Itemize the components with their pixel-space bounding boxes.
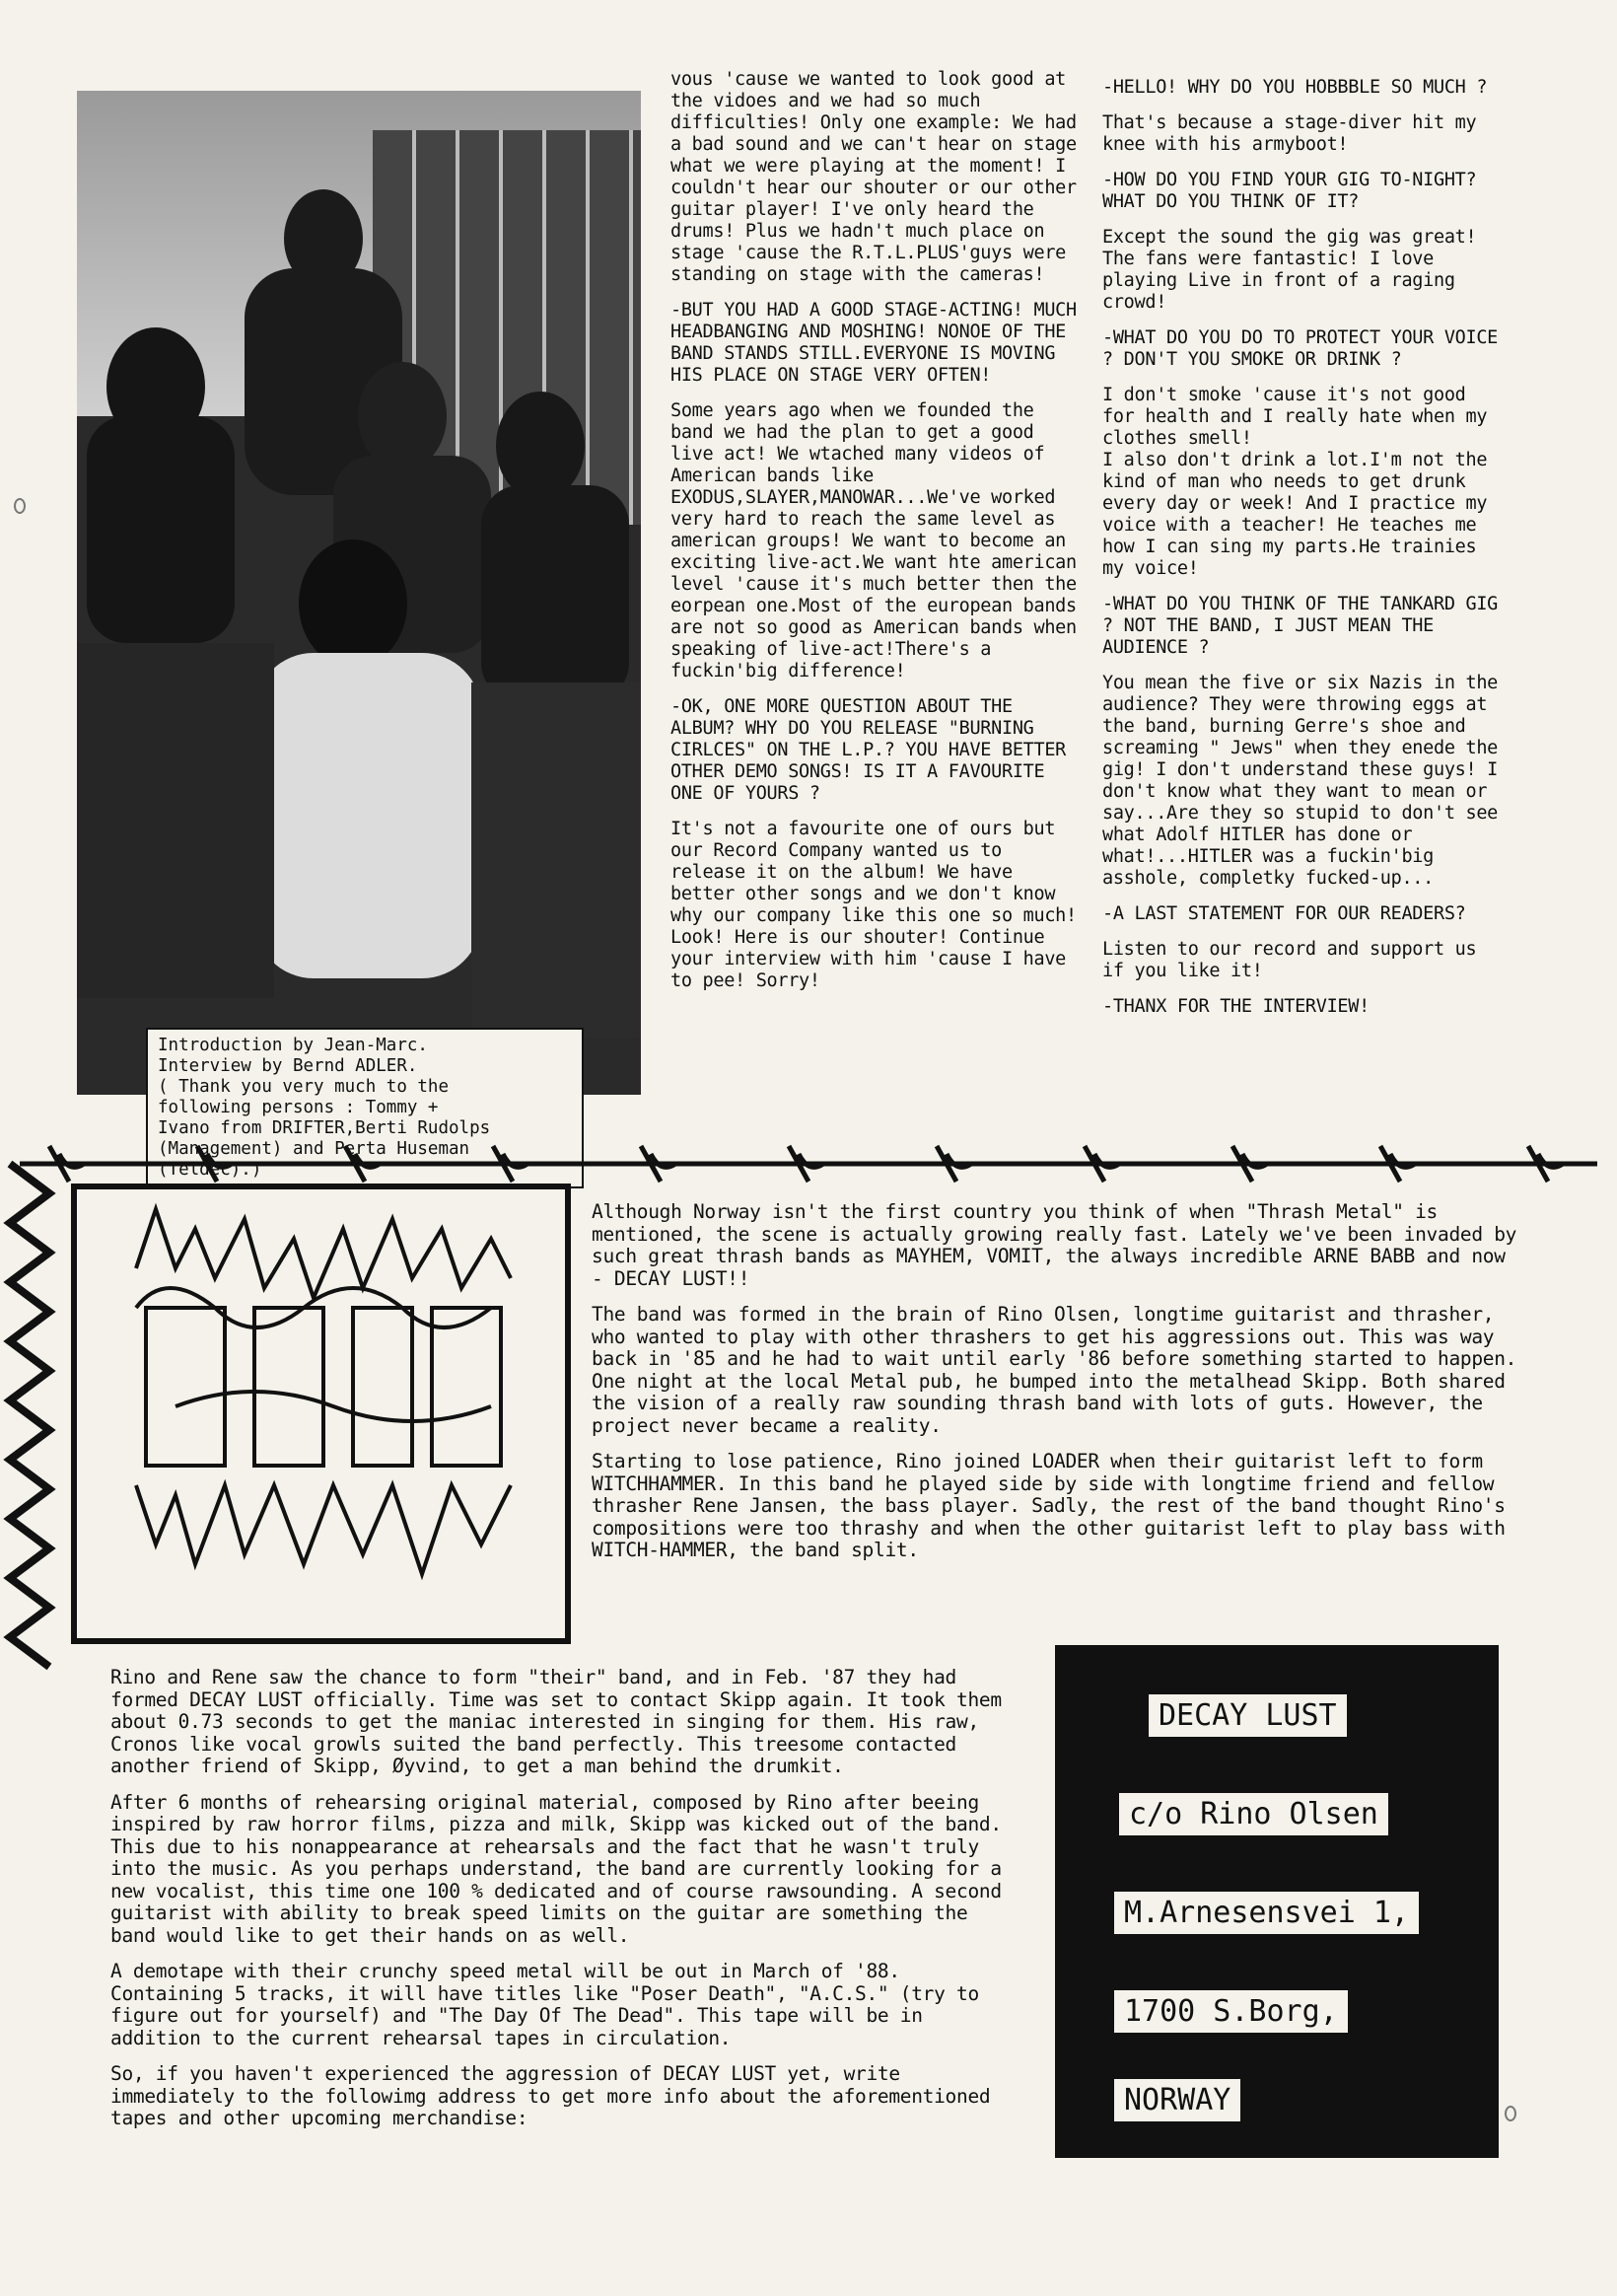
article-paragraph: Starting to lose patience, Rino joined LOADER when their guitarist left to form WITCHHAMMER. In this band he played side by side with longtime friend and fellow thrasher Rene Jansen, the bass player. Sadly, the rest of the band thought Rino's compositions were too thrashy and when the other guitarist left to play bass with WITCH-HAMMER, the band split.	[592, 1450, 1506, 1561]
interview-question: -WHAT DO YOU DO TO PROTECT YOUR VOICE ? DON'T YOU SMOKE OR DRINK ?	[1102, 327, 1499, 370]
interview-question: -OK, ONE MORE QUESTION ABOUT THE ALBUM? WHY DO YOU RELEASE "BURNING CIRLCES" ON THE L.P.? YOU HAVE BETTER OTHER DEMO SONGS! IS IT A FAVOURITE ONE OF YOURS ?	[670, 696, 1067, 804]
article-paragraph: So, if you haven't experienced the aggression of DECAY LUST yet, write immediately to the followimg address to get more info about the aforementioned tapes and other upcoming merchandise:	[110, 2062, 991, 2129]
interview-paragraph: You mean the five or six Nazis in the audience? They were throwing eggs at the band, burning Gerre's shoe and screaming " Jews" when they enede the gig! I don't understand these guys! I don't know what they want to mean or say...Are they so stupid to don't see what Adolf HITLER has done or what!...HITLER was a fuckin'big asshole, completky fucked-up...	[1102, 673, 1499, 889]
interview-paragraph: vous 'cause we wanted to look good at the vidoes and we had so much difficulties! Only one example: We had a bad sound and we can't hear on stage what we were playing at the moment! I couldn't hear our shouter or our other guitar player! I've only heard the drums! Plus we hadn't much place on stage 'cause the R.T.L.PLUS'guys were standing on stage with the cameras!	[670, 69, 1077, 285]
contact-address-box	[1055, 1645, 1499, 2158]
interview-question: -A LAST STATEMENT FOR OUR READERS?	[1102, 903, 1466, 924]
interview-question: -HOW DO YOU FIND YOUR GIG TO-NIGHT? WHAT DO YOU THINK OF IT?	[1102, 170, 1477, 212]
interview-column-2	[670, 69, 1085, 1006]
interview-paragraph: That's because a stage-diver hit my knee with his armyboot!	[1102, 112, 1477, 155]
spiky-logo-artwork	[77, 1189, 565, 1638]
band-members-silhouettes	[77, 91, 641, 1095]
address-care-of: c/o Rino Olsen	[1119, 1793, 1388, 1835]
punch-hole-top	[14, 498, 26, 514]
article-paragraph: Rino and Rene saw the chance to form "their" band, and in Feb. '87 they had formed DECAY LUST officially. Time was set to contact Skipp again. It took them about 0.73 seconds to get the maniac interested in singing for them. His raw, Cronos like vocal growls suited the band perfectly. This treesome contacted another friend of Skipp, Øyvind, to get a man behind the drumkit.	[110, 1666, 1002, 1777]
address-band-name: DECAY LUST	[1149, 1694, 1347, 1737]
decay-lust-logo	[71, 1184, 571, 1644]
interview-paragraph: Listen to our record and support us if you like it!	[1102, 939, 1477, 981]
article-paragraph: After 6 months of rehearsing original material, composed by Rino after beeing inspired by raw horror films, pizza and milk, Skipp was kicked out of the band. This due to his nonappearance at rehearsals and the fact that he wasn't truly into the music. As you perhaps understand, the band are currently looking for a new vocalist, this time one 100 % dedicated and of course rawsounding. A second guitarist with ability to break speed limits on the guitar are something the band would like to get their hands on as well.	[110, 1790, 1002, 1947]
interview-closing: -THANX FOR THE INTERVIEW!	[1102, 996, 1370, 1017]
interview-paragraph: I don't smoke 'cause it's not good for health and I really hate when my clothes smell! I also don't drink a lot.I'm not the kind of man who needs to get drunk every day or week! And I practice my voice with a teacher! He teaches me how I can sing my parts.He trainies my voice!	[1102, 385, 1488, 579]
article-paragraph: Although Norway isn't the first country you think of when "Thrash Metal" is mentioned, the scene is actually growing really fast. Lately we've been invaded by such great thrash bands as MAYHEM, VOMIT, the always incredible ARNE BABB and now - DECAY LUST!!	[592, 1200, 1517, 1290]
interview-paragraph: Except the sound the gig was great! The fans were fantastic! I love playing Live in front of a raging crowd!	[1102, 227, 1477, 313]
zigzag-border	[0, 1154, 79, 1686]
interview-paragraph: It's not a favourite one of ours but our Record Company wanted us to release it on the album! We have better other songs and we don't know why our company like this one so much! Look! Here is our shouter! Continue your interview with him 'cause I have to pee! Sorry!	[670, 819, 1077, 991]
interview-column-3	[1102, 77, 1505, 1032]
photo-caption: Introduction by Jean-Marc. Interview by Bernd ADLER. ( Thank you very much to the following persons : Tommy + Ivano from DRIFTER,Berti Rudolps (Management) and Perta Huseman (Teldec).)	[146, 1028, 584, 1188]
decay-lust-article-intro	[592, 1201, 1518, 1576]
address-street: M.Arnesensvei 1,	[1114, 1892, 1419, 1934]
decay-lust-article-body	[110, 1667, 1018, 2144]
punch-hole-bottom	[1505, 2106, 1516, 2121]
article-paragraph: A demotape with their crunchy speed metal will be out in March of '88. Containing 5 tracks, it will have titles like "Poser Death", "A.C.S." (try to figure out for yourself) and "The Day Of The Dead". This tape will be in addition to the current rehearsal tapes in circulation.	[110, 1960, 979, 2049]
interview-question: -BUT YOU HAD A GOOD STAGE-ACTING! MUCH HEADBANGING AND MOSHING! NONOE OF THE BAND STANDS STILL.EVERYONE IS MOVING HIS PLACE ON STAGE VERY OFTEN!	[670, 300, 1077, 386]
band-photo	[77, 91, 641, 1180]
interview-question: -WHAT DO YOU THINK OF THE TANKARD GIG ? NOT THE BAND, I JUST MEAN THE AUDIENCE ?	[1102, 594, 1499, 658]
article-paragraph: The band was formed in the brain of Rino Olsen, longtime guitarist and thrasher, who wanted to play with other thrashers to get his aggressions out. This was way back in '85 and he had to wait until early '86 before something started to happen. One night at the local Metal pub, he bumped into the metalhead Skipp. Both shared the vision of a really raw sounding thrash band with lots of guts. However, the project never became a reality.	[592, 1303, 1517, 1437]
interview-question: -HELLO! WHY DO YOU HOBBBLE SO MUCH ?	[1102, 77, 1488, 98]
address-country: NORWAY	[1114, 2079, 1240, 2121]
address-city: 1700 S.Borg,	[1114, 1990, 1348, 2033]
interview-paragraph: Some years ago when we founded the band we had the plan to get a good live act! We wtached many videos of American bands like EXODUS,SLAYER,MANOWAR...We've worked very hard to reach the same level as american groups! We want to become an exciting live-act.We want hte american level 'cause it's much better then the eorpean one.Most of the european bands are not so good as American bands when speaking of live-act!There's a fuckin'big difference!	[670, 400, 1077, 682]
